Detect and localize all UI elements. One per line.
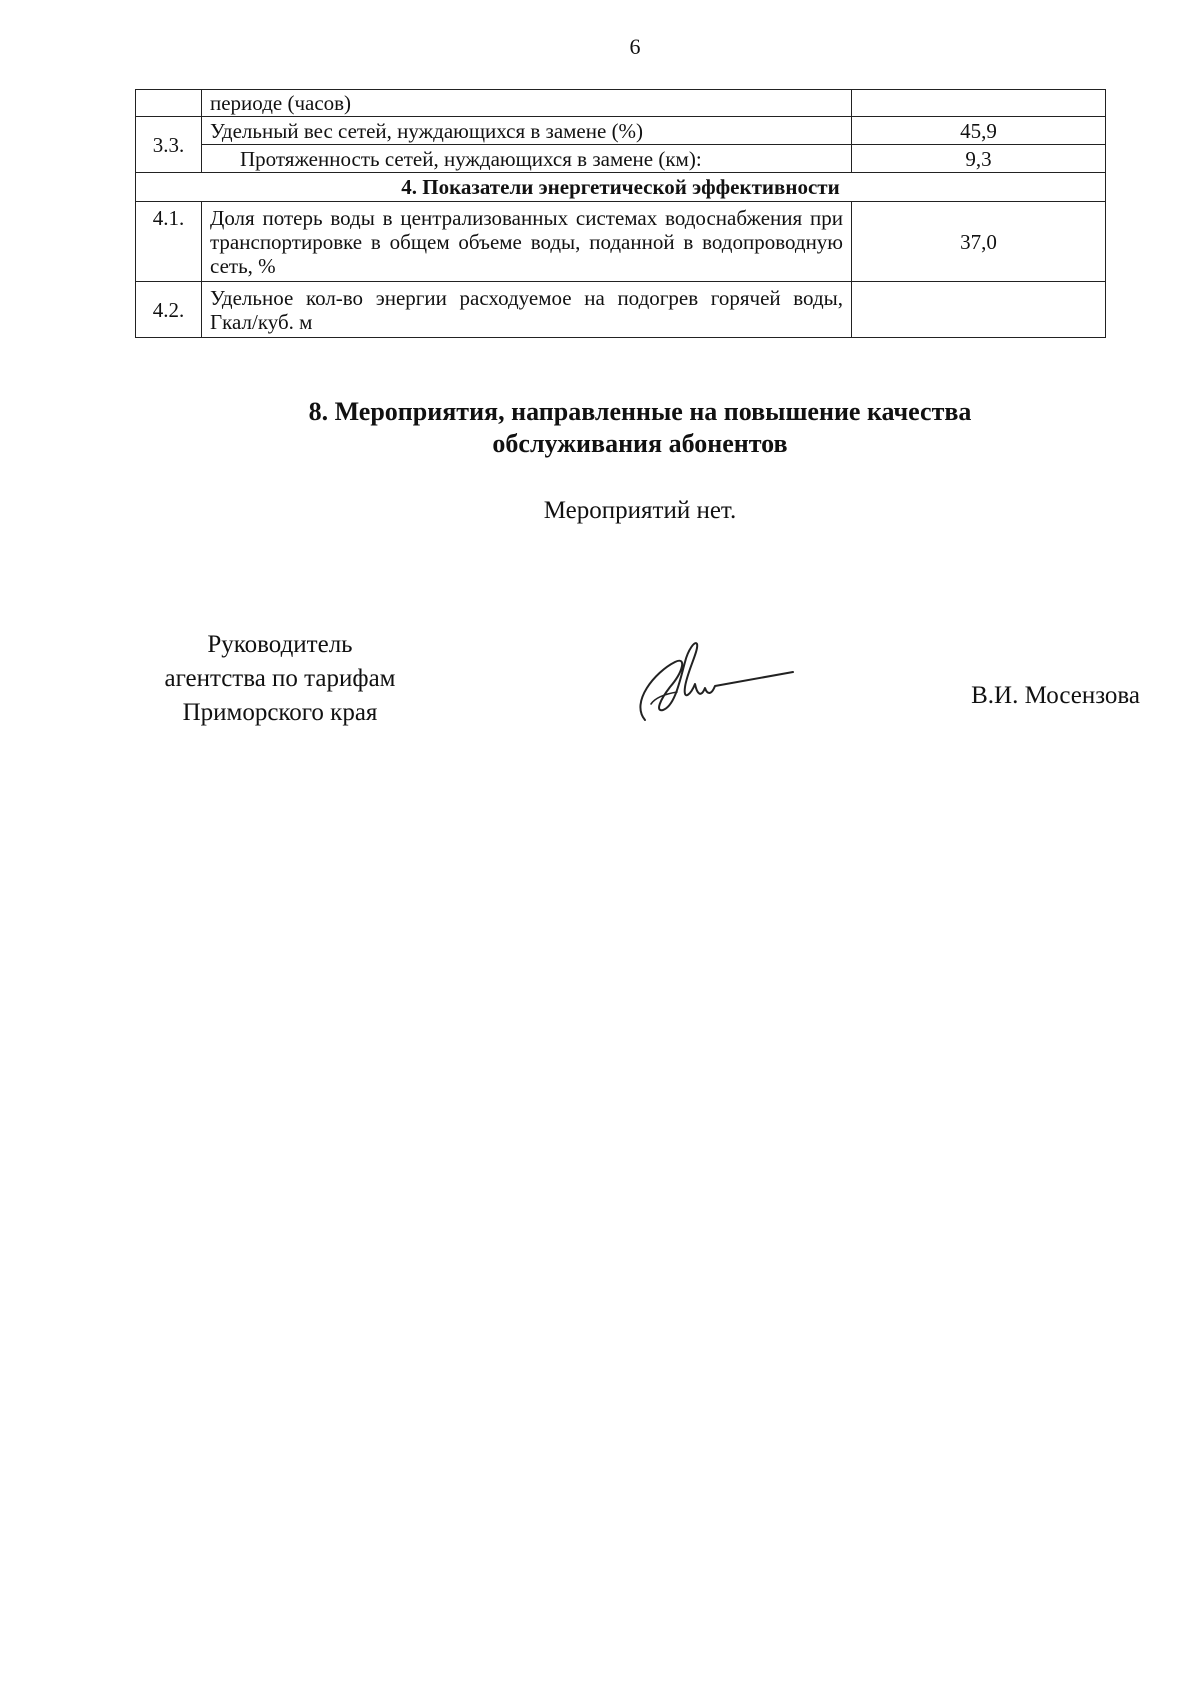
table-section-row: [136, 173, 1106, 202]
table-row: [136, 202, 1106, 282]
section-8-note: Мероприятий нет.: [543, 497, 737, 524]
row-description: Доля потерь воды в централизованных системах водоснабжения при транспортировке в общем объеме воды, поданной в водопроводную сеть, %: [202, 202, 852, 282]
row-description: Протяженность сетей, нуждающихся в замене (км):: [202, 145, 852, 173]
section-heading: 4. Показатели энергетической эффективности: [136, 173, 1106, 202]
row-value: 45,9: [852, 117, 1106, 145]
signatory-title-line: Приморского края: [182, 699, 378, 726]
signatory-title: [120, 628, 440, 730]
section-8-title-line: 8. Мероприятия, направленные на повышение качества: [308, 397, 972, 426]
table-row: [136, 282, 1106, 338]
indicators-table: [135, 89, 1106, 338]
table-row: [136, 117, 1106, 145]
page-number: 6: [629, 34, 641, 59]
row-value: [852, 282, 1106, 338]
signatory-name: В.И. Мосензова: [971, 682, 1140, 709]
row-number: 4.2.: [136, 282, 202, 338]
row-value: 9,3: [852, 145, 1106, 173]
row-number: [136, 90, 202, 117]
handwritten-signature: [625, 632, 795, 732]
section-8-title-line: обслуживания абонентов: [492, 429, 788, 458]
row-value: [852, 90, 1106, 117]
row-number: 4.1.: [136, 202, 202, 282]
row-description: Удельное кол-во энергии расходуемое на подогрев горячей воды, Гкал/куб. м: [202, 282, 852, 338]
row-description: Удельный вес сетей, нуждающихся в замене (%): [202, 117, 852, 145]
table-row: [136, 145, 1106, 173]
row-number: 3.3.: [136, 117, 202, 173]
signatory-title-line: Руководитель: [207, 631, 353, 658]
row-value: 37,0: [852, 202, 1106, 282]
section-8-heading: [240, 396, 1040, 460]
table-row: [136, 90, 1106, 117]
signatory-title-line: агентства по тарифам: [164, 665, 396, 692]
row-description: периоде (часов): [202, 90, 852, 117]
